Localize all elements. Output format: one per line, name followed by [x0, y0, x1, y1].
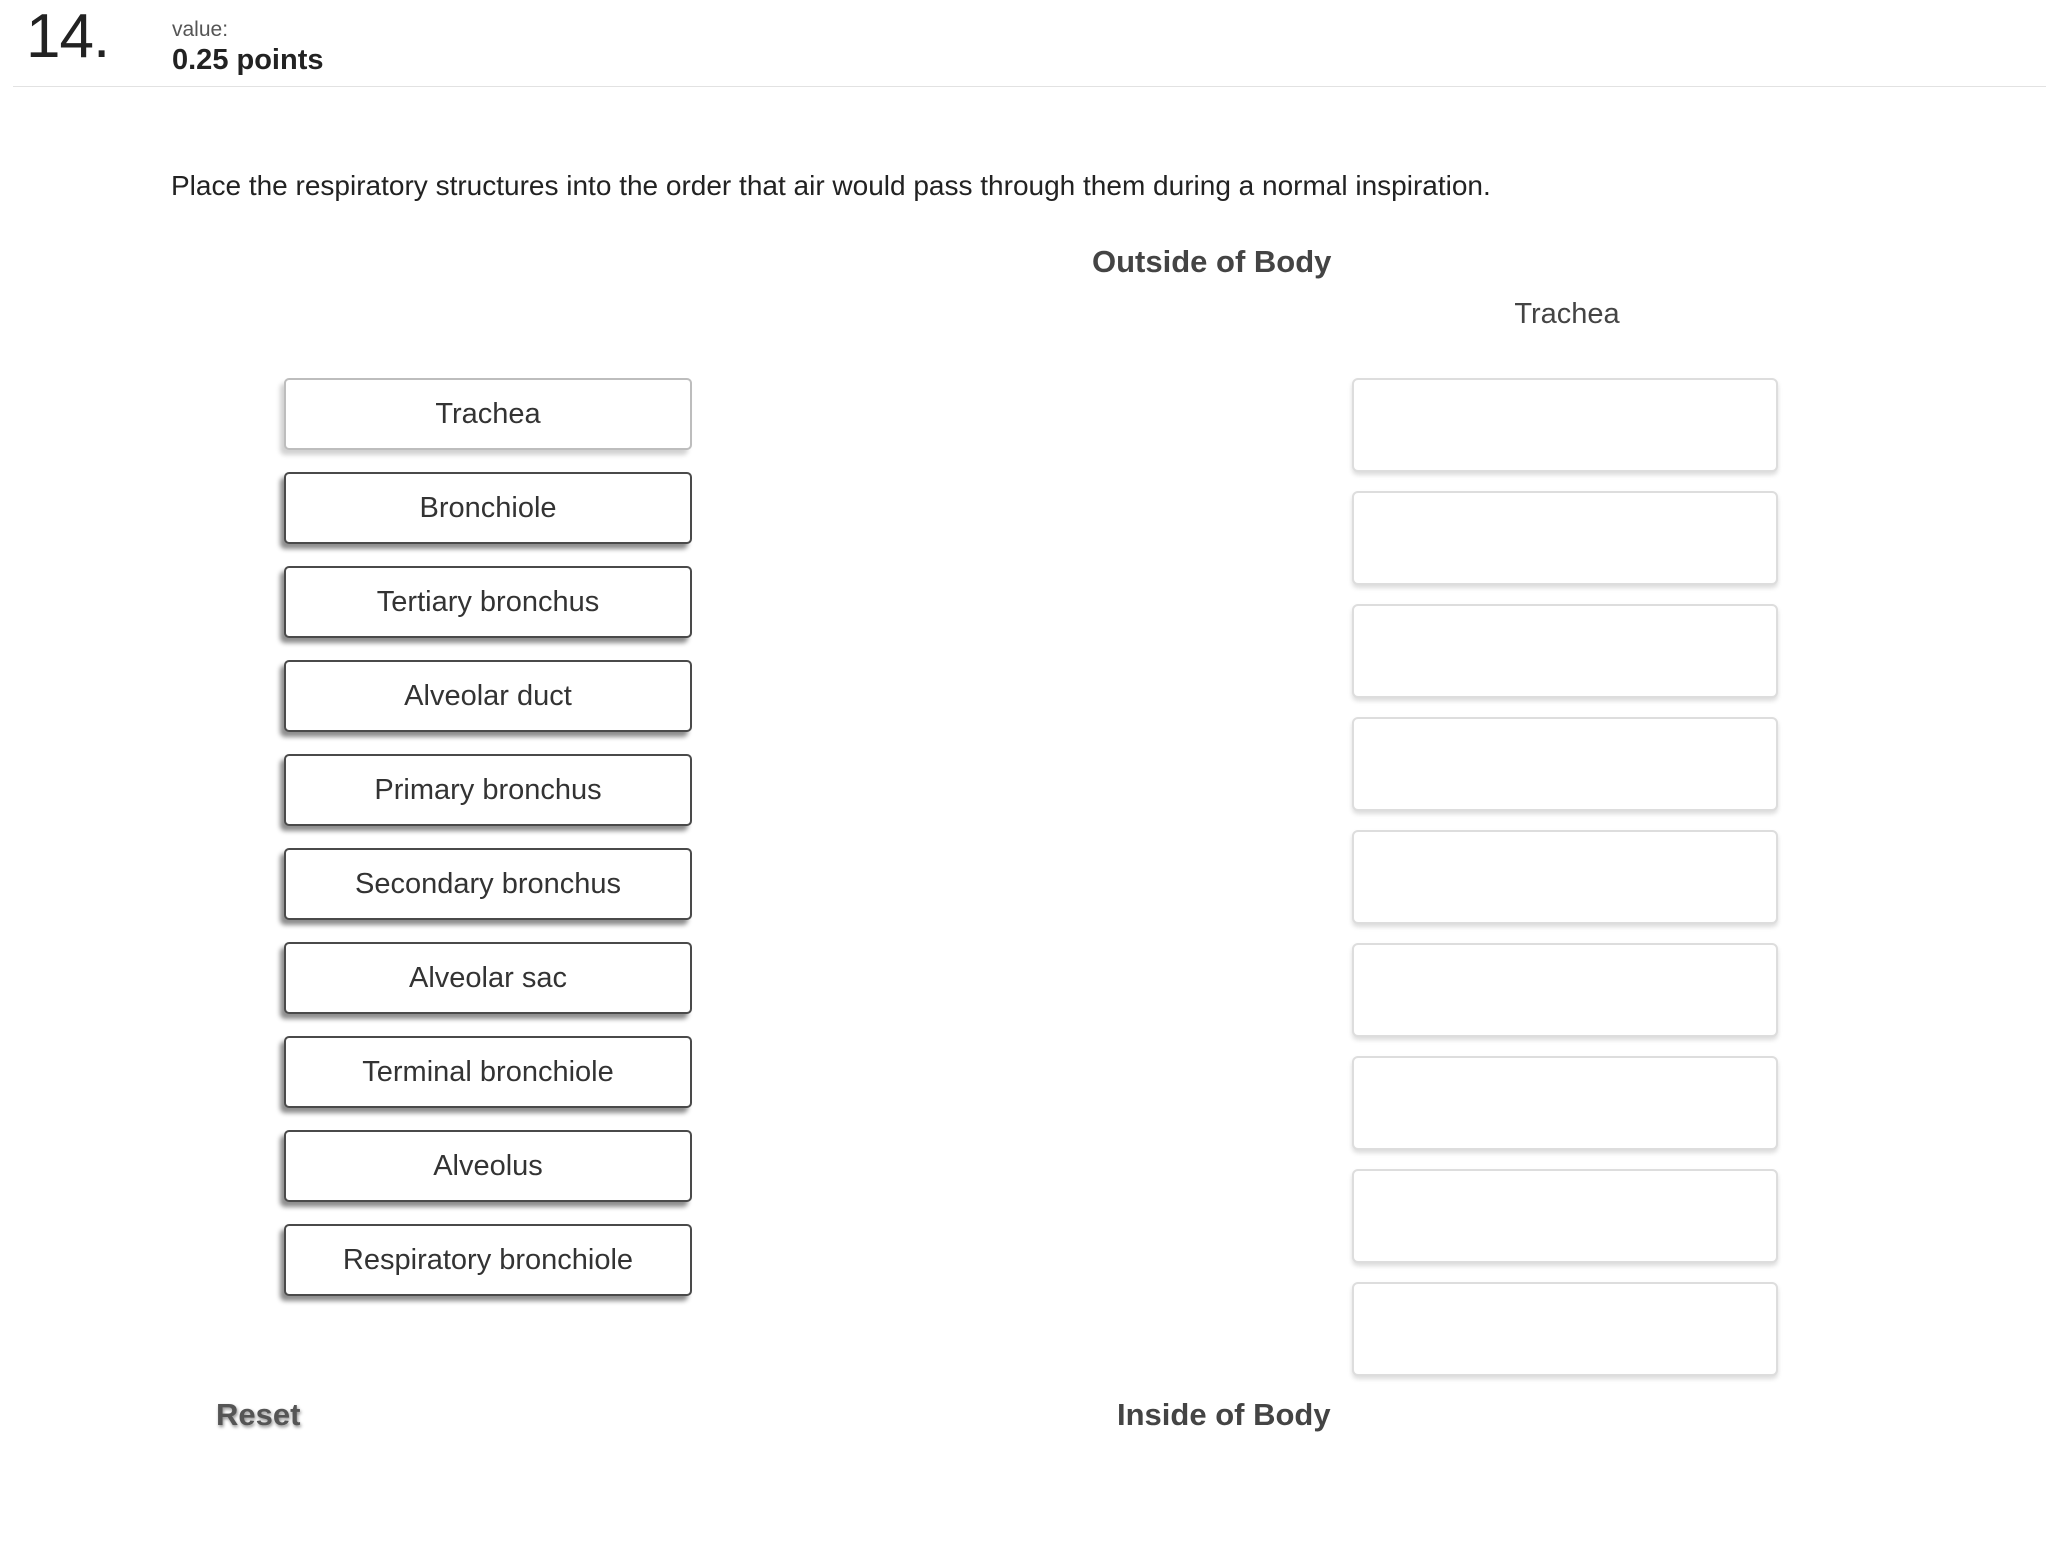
- drop-slot[interactable]: [1352, 378, 1778, 472]
- drop-slot[interactable]: [1352, 491, 1778, 585]
- drop-slot[interactable]: [1352, 717, 1778, 811]
- drop-slot[interactable]: [1352, 1282, 1778, 1376]
- choice-item[interactable]: Trachea: [284, 378, 692, 450]
- drop-slot[interactable]: [1352, 604, 1778, 698]
- question-points: 0.25 points: [172, 44, 324, 76]
- drop-slot[interactable]: [1352, 1169, 1778, 1263]
- choice-item[interactable]: Respiratory bronchiole: [284, 1224, 692, 1296]
- question-prompt: Place the respiratory structures into the order that air would pass through them during a normal inspiration.: [171, 170, 1491, 201]
- drop-slot[interactable]: [1352, 830, 1778, 924]
- drop-target-list: [1352, 378, 1778, 1395]
- choice-item[interactable]: Bronchiole: [284, 472, 692, 544]
- choice-item[interactable]: Primary bronchus: [284, 754, 692, 826]
- header-divider: [13, 86, 2046, 87]
- choice-item[interactable]: Secondary bronchus: [284, 848, 692, 920]
- reset-button[interactable]: Reset: [216, 1397, 301, 1432]
- choice-item[interactable]: Tertiary bronchus: [284, 566, 692, 638]
- question-number: 14.: [26, 2, 110, 71]
- choice-item[interactable]: Terminal bronchiole: [284, 1036, 692, 1108]
- outside-of-body-label: Outside of Body: [1092, 244, 1332, 279]
- top-anchor-item-label: Trachea: [1514, 298, 1620, 330]
- choice-item[interactable]: Alveolus: [284, 1130, 692, 1202]
- choice-item[interactable]: Alveolar duct: [284, 660, 692, 732]
- question-value-label: value:: [172, 18, 229, 41]
- choice-list: [284, 378, 692, 1318]
- choice-item[interactable]: Alveolar sac: [284, 942, 692, 1014]
- drop-slot[interactable]: [1352, 943, 1778, 1037]
- drop-slot[interactable]: [1352, 1056, 1778, 1150]
- inside-of-body-label: Inside of Body: [1117, 1397, 1331, 1432]
